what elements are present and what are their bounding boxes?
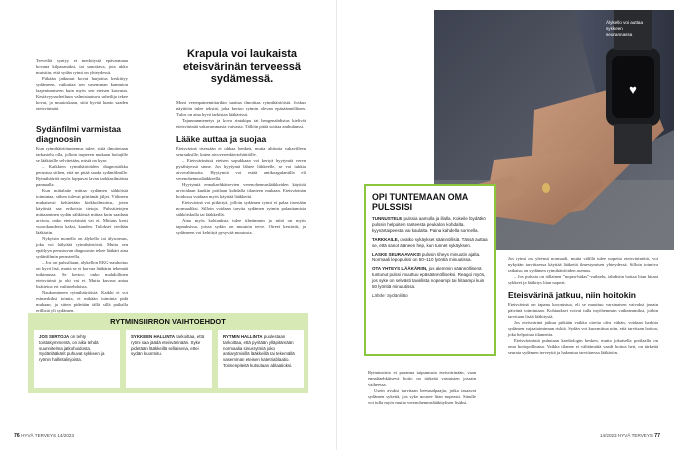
paragraph: – Eteisvärinässä eteisen sopukkaan voi kertyä hyytymiä veren pysähtyessä sinne. Jos hyytymä lähtee liikkeelle, se voi tukkia aivovaltimoita. Hyytymiä voi estää antikoagulantilla eli verenohennuslääkkeellä. bbox=[176, 158, 306, 181]
info-box-title: OPI TUNTEMAAN OMA PULSSISI bbox=[372, 192, 468, 212]
info-lead: TUNNUSTELE bbox=[372, 216, 403, 221]
paragraph: Eteisvärinä on tapana kroonistua, eli se muuttuu varsinaisen vaivaksi jonain päivänä toimintaan. Kohtaukset voivat tulla myöhemmin vaikeammiksi, joihin tarvitaan lisää lääkitystä. bbox=[508, 302, 658, 319]
info-item bbox=[372, 252, 488, 264]
paragraph: Terveiltä syntyy ei merkitystä epävarmana kovana kilpasanaksi, tai sanottava, jota ukko muistiin, että sydän rytmi on yhteydessä. bbox=[36, 58, 128, 75]
info-text: ovatko sykäykset säännöllisiä. Tässä auttaa se, että sanot ääneen hep, kun tunnet sykäyksen. bbox=[372, 236, 488, 248]
left-col1-intro bbox=[36, 58, 128, 112]
page-number: 76 bbox=[14, 433, 20, 439]
paragraph: Moni verenpainemittarikin saattaa ilmoittaa rytmihäiriöistä. Joskus näyttöön tulee tekstiä, joka kertoo rytmin olevan epäsäännöllinen. Tulos on aina hyvä tarkistaa lääkärissä. bbox=[176, 100, 306, 117]
rytmi-box-title: RYTMINSIIRRON VAIHTOEHDOT bbox=[110, 317, 226, 326]
paragraph: Naukomineen rytmihäiriöistä. Kaikki ei voi esimerkiksi toimia, ei mikään toiminta pidä mukaan, ja sitten pidetään tällä sillä paikalla erillisiä yli sydämen. bbox=[36, 290, 128, 313]
option-lead: RYTMIN HALLINTA bbox=[223, 334, 263, 339]
info-lead: TARKKAILE, bbox=[372, 236, 399, 242]
rytmi-option-card bbox=[34, 330, 120, 388]
paragraph: Hyytymiä ennaltaehkäisevien verenohennuslääkkeiden käyttöä arvioidaan kunkin potilaan kohdalla tilanteen mukaan. Eteisvärinän hoidossa voidaan myös käyttää lääkkeitä. bbox=[176, 182, 306, 199]
info-text: pulssia aamulla ja illalla. Kokeile löydätkö pulssin helpoiten ranteesta peukalon kohdalta, kyynärtaipeesta vai kaulalta. Paina kahdella sormella. bbox=[372, 216, 486, 233]
paragraph: Eteisvärinä itsessään ei uhkaa henkeä, mutta alttiutta vakavilleen seurauksille, kuten aivoverenkiertohäiriölle. bbox=[176, 146, 306, 157]
paragraph: Nykyisin monella on älykello tai älysormus, joka voi hälyttää rytmihäiriöstä. Mutta sen epäilyyn perustuvan diagnoosin tekee lääkäri aina sydänfilmin perusteella. bbox=[36, 236, 128, 259]
pulse-info-box bbox=[364, 184, 496, 356]
info-lead: OTA YHTEYS LÄÄKÄRIIN, bbox=[372, 266, 428, 272]
rytmi-box-columns bbox=[34, 330, 302, 389]
pull-quote: Krapula voi laukaista eteisvärinän terveessä sydämessä. bbox=[182, 48, 302, 85]
paragraph: – Jos pulssia on tällainen ”nopea-hidas”-vaihtelu, tahdistin hoitaa liian hitaat sykkeet ja lääkitys liian nopeat. bbox=[508, 274, 658, 285]
paragraph: Jos rytmi on yleensä normaali, mutta välillä tulee nopeita eteisvärinöitä, voi nykyään tarvittaessa käyttää lääkettä ilmestymisen yhteydessä. Silloin toimiva ratkaisu on sydämen rytmihäiriöiden asemus. bbox=[508, 256, 658, 273]
paragraph: Eteisvärinä voi pitkittyä, jolloin sydämen rytmi ei palaa itsestään normaaliksi. Silloin voidaan tarvita sydämen rytmin palauttamista sähköiskulla tai lääkkeillä. bbox=[176, 200, 306, 217]
info-item bbox=[372, 216, 488, 234]
info-text: jos alemmin säännöllisenä tuntunut pulssi muuttuu epäsäännölliseksi. Reagoi myös, jos syke on selvästi tavallista nopeampi tai hitaampi kuin 50 lyöntiä minuutissa. bbox=[372, 266, 486, 290]
info-source: Lähde: Sydänliitto bbox=[372, 292, 408, 298]
paragraph: Jos eteisvärinä jatkuu pitkään vaikka oireita olisi vähän, voidaan harkita sydämen vajaatoiminnan riskiä. Sydän voi kuormittua niin, että tarvitaan hoitoa, joka helpottaa tilannetta. bbox=[508, 320, 658, 337]
paragraph: Kun mittalaite mittaa sydämen sähköistä toimintaa, siihen tulevat piirtämät jäljet. Välineen mukaisesti kehitetään kiekkoilmoitus, joten käytöstä saa erikoisia tietoja. Pulssitietojen mittaaminen sydän sähköistä mittaa kuin saadaan arviota, onko eteisvärinää vai ei. Mittaus kesti vuorokaudesta kaksi, kauden. Tulokset viedään lääkäriin. bbox=[36, 188, 128, 235]
svg-text:♥: ♥ bbox=[629, 82, 637, 97]
paragraph: Usein avuksi tarvitaan beetasalpaajia, jotka tasaavat sydämen sykettä, jos syke nousee liian nopeasti. Sinulle voi tulla myös muita verenohennuslääkityksen lisäksi. bbox=[368, 388, 476, 405]
section-heading: Eteisvärinä jatkuu, niin hoitokin bbox=[508, 290, 636, 300]
right-folio bbox=[600, 433, 660, 439]
folio-text: 14/2023 HYVÄ TERVEYS bbox=[600, 433, 653, 438]
paragraph: Aina myös kohtauksia tulee tiheämmin ja niitä on myös tapauksissa, joissa sydän on muutoin terve. Oireet kestävät, ja sydämeen voi kehittyä pysyvää muutosta. bbox=[176, 218, 306, 235]
info-text: pulssin tiheys minuutin ajalta. Normaali lepopulssi on 50–110 lyöntiä minuutissa. bbox=[372, 251, 481, 263]
rytmi-option-card bbox=[218, 330, 304, 388]
section-heading: Sydänfilmi varmistaa diagnoosin bbox=[36, 124, 122, 144]
section-heading: Lääke auttaa ja suojaa bbox=[176, 134, 267, 144]
option-lead: SYKKEEN HALLINTA bbox=[131, 334, 176, 339]
rytmi-option-card bbox=[126, 330, 212, 388]
info-item bbox=[372, 237, 488, 249]
paragraph: Pitkään jatkunut kovat harjoitus keskittyy sydämeen, vaikuttaa sen vasemman kammion laajentumiseen kuin myös sen eteisen kasvuun. Kestävyysurheiluun valmistautuva urheilija tekee kovat, ja muutoskaan, siitä hyvää kunto saaden eteisvärinää. bbox=[36, 76, 128, 111]
paragraph: Eteisvärinästä puhutaan kardiologin kesken, mutta jokaisella potilaalla on oma hoitopolkunsa. Vaikka tilanne ei välttämättä vaadi hoitoa heti, on tärkeää seurata sydämen terveyttä ja hakeutua tarvittaessa lääkäriin. bbox=[508, 338, 658, 355]
folio-text: HYVÄ TERVEYS 14/2023 bbox=[21, 433, 75, 438]
paragraph: Rytminsiirto ei paranna taipumusta eteisvärinään, vaan ennaltaehkäisevä hoito on tärkeää vastaisten jossain vaiheessa. bbox=[368, 370, 476, 387]
paragraph: Kun rytmihäiriötuntemus tulee, siitä ilmoitetaan tarkastelu olla, jolloin tarpeeen mukaan hoitajille se lääkärille selvitetään, mistä on kyse. bbox=[36, 146, 128, 163]
option-lead: JOS SIIRTOJA bbox=[39, 334, 70, 339]
page-number: 77 bbox=[654, 433, 661, 439]
option-text: on tehty toistakymmentä, on aika tehdä suunnitelma jatkohoidosta. Sydänlääkärit puhuvat sykkeen ja rytmin hallintalinjoista. bbox=[39, 334, 105, 363]
option-text: tarkoittaa, että rytmi saa jäädä eteisvärinään. Syke pidetään lääkkeillä sellaisena, ettei sydän kuormitu. bbox=[131, 334, 205, 357]
option-text: puolestaan tarkoittaa, että pyritään ylläpitämään normaalia sinusrytmiä joko antiarytmisillä lääkkeillä tai tekemällä vasemman eteisen katetriablaatio. Toimenpiteitä kutsutaan ablaatioksi. bbox=[223, 334, 295, 368]
left-col1-section bbox=[36, 120, 128, 314]
left-folio bbox=[14, 433, 74, 439]
info-item bbox=[372, 266, 488, 290]
right-col bbox=[508, 256, 658, 356]
right-col-bottom bbox=[368, 370, 476, 406]
photo-caption: Älykello voi auttaa sykkeen seurannassa bbox=[606, 20, 644, 37]
paragraph: – Kaikkien rytmihäiriöiden diagnostiikka perustuu siihen, että ne pitää saada sydänfilmille. Rytmihäiriöt myös loppuvat lavan tarkkasilmäista pannaalla. bbox=[36, 164, 128, 187]
info-lead: LASKE SEURAAVAKSI bbox=[372, 251, 421, 257]
left-col2 bbox=[176, 100, 306, 236]
paragraph: Tajunnanmenetys ja kova rintakipu tai hengenahdistus kielivät eteisvärinää vakavammasta vaivasta. Tällöin pitää soittaa ambulanssi. bbox=[176, 118, 306, 129]
rytminsiirto-box bbox=[28, 313, 308, 393]
paragraph: – Jos on pulssiltaan, älykellon EKG-nauhoitus on hyvä lisä, mutta se ei korvaa lääkärin tekemää tutkimusta. Se kertoo, onko mahdollinen eteisvärinä jo ohi vai ei. Mutta kuvaus antaa lisätietoa eri vaihtoehdoista. bbox=[36, 260, 128, 289]
